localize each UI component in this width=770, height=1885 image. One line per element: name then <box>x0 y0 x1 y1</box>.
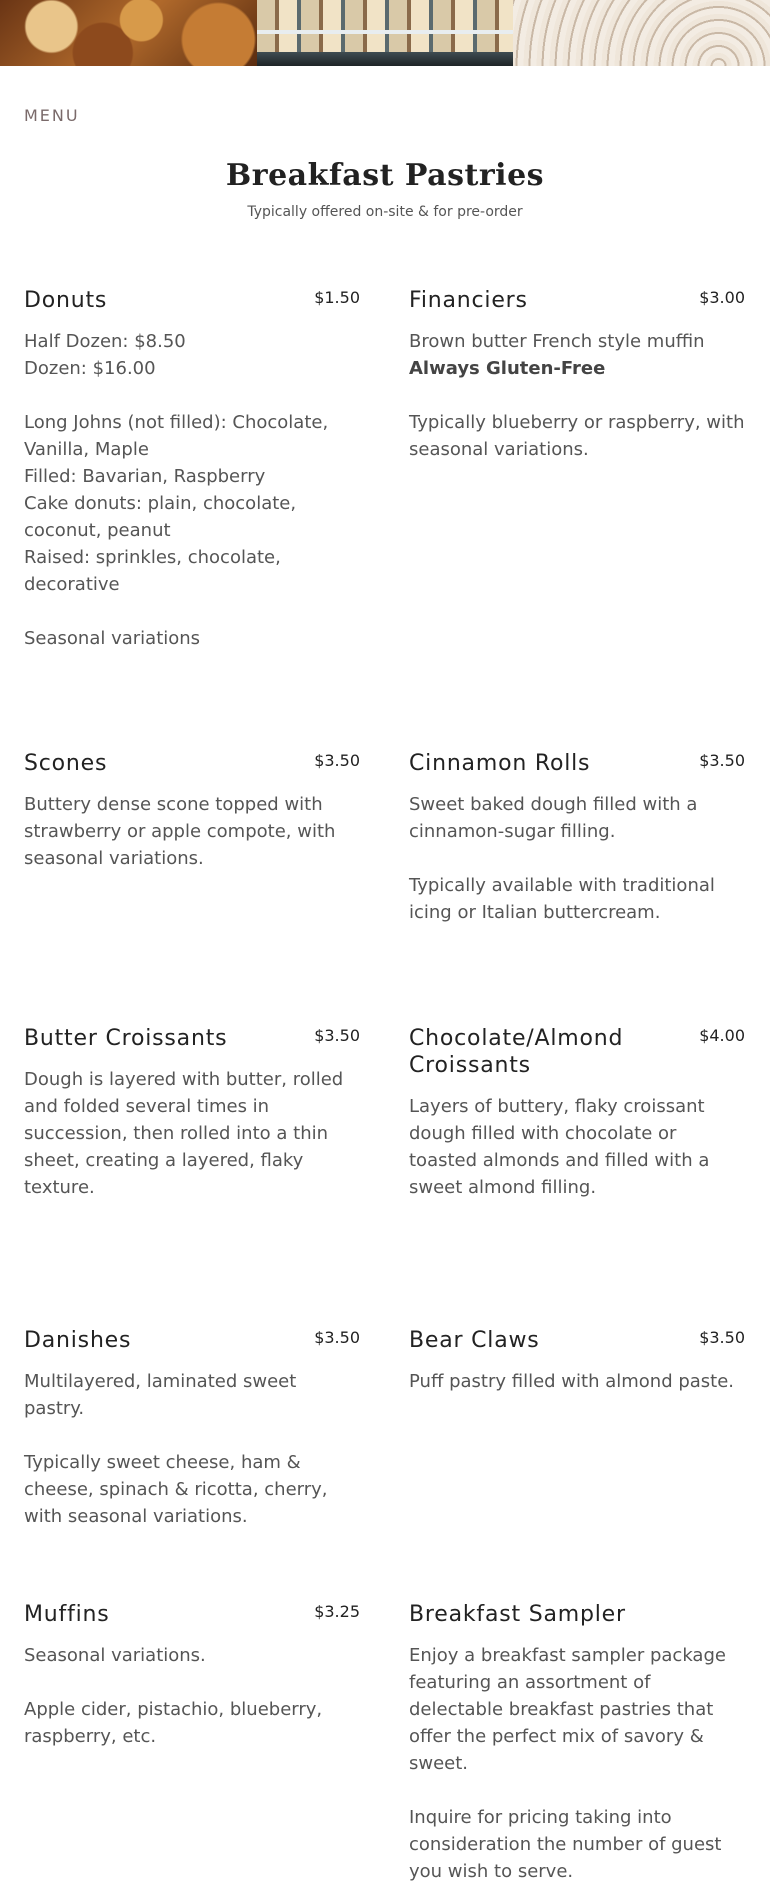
item-description <box>24 1642 360 1750</box>
item-price: $3.50 <box>314 751 360 770</box>
item-name: Scones <box>24 751 108 776</box>
menu-item-muffins <box>24 1601 360 1750</box>
gluten-free-note: Always Gluten-Free <box>409 358 606 379</box>
desc-line: Seasonal variations <box>24 628 201 649</box>
menu-item-cinnamon-rolls <box>409 750 745 926</box>
desc-line: Long Johns (not filled): Chocolate, Vanilla, Maple <box>24 412 329 460</box>
desc-line: Typically blueberry or raspberry, with seasonal variations. <box>409 412 745 460</box>
item-description <box>409 1368 745 1395</box>
menu-item-bear-claws <box>409 1327 745 1395</box>
item-description <box>409 791 745 926</box>
item-name: Financiers <box>409 288 528 313</box>
item-description <box>24 791 360 872</box>
item-name: Cinnamon Rolls <box>409 751 591 776</box>
desc-line: Dough is layered with butter, rolled and folded several times in succession, then rolled into a thin sheet, creating a layered, flaky texture. <box>24 1069 344 1198</box>
desc-line: Sweet baked dough filled with a cinnamon-sugar filling. <box>409 794 698 842</box>
desc-line: Puff pastry filled with almond paste. <box>409 1371 735 1392</box>
hero-image-frosting <box>513 0 770 66</box>
item-price: $3.50 <box>699 1328 745 1347</box>
desc-line: Buttery dense scone topped with strawberry or apple compote, with seasonal variations. <box>24 794 336 869</box>
item-description <box>409 1642 745 1885</box>
desc-line: Brown butter French style muffin <box>409 331 705 352</box>
desc-line: Half Dozen: $8.50 <box>24 331 186 352</box>
menu-item-financiers <box>409 287 745 463</box>
desc-line: Multilayered, laminated sweet pastry. <box>24 1371 297 1419</box>
item-name: Muffins <box>24 1602 110 1627</box>
menu-item-butter-croissants <box>24 1025 360 1201</box>
desc-line: Raised: sprinkles, chocolate, decorative <box>24 547 281 595</box>
desc-line: Layers of buttery, flaky croissant dough filled with chocolate or toasted almonds and filled with a sweet almond filling. <box>409 1096 710 1198</box>
desc-line: Seasonal variations. <box>24 1645 206 1666</box>
desc-line: Dozen: $16.00 <box>24 358 156 379</box>
item-price: $3.00 <box>699 288 745 307</box>
desc-line: Apple cider, pistachio, blueberry, raspberry, etc. <box>24 1699 323 1747</box>
item-description <box>24 1066 360 1201</box>
item-price: $4.00 <box>699 1026 745 1045</box>
item-price: $3.50 <box>314 1026 360 1045</box>
desc-line: Enjoy a breakfast sampler package featuring an assortment of delectable breakfast pastries that offer the perfect mix of savory & sweet. <box>409 1645 726 1774</box>
page-title: Breakfast Pastries <box>225 158 545 193</box>
item-name: Butter Croissants <box>24 1026 228 1051</box>
item-name: Breakfast Sampler <box>409 1602 626 1627</box>
hero-image-strip <box>0 0 770 66</box>
hero-image-pastries <box>0 0 257 66</box>
section-label: MENU <box>24 106 80 125</box>
menu-item-scones <box>24 750 360 872</box>
hero-image-display-case <box>257 0 513 66</box>
menu-item-breakfast-sampler <box>409 1601 745 1885</box>
item-description <box>24 328 360 652</box>
desc-line: Filled: Bavarian, Raspberry <box>24 466 266 487</box>
item-name: Donuts <box>24 288 108 313</box>
desc-line: Cake donuts: plain, chocolate, coconut, peanut <box>24 493 297 541</box>
item-description <box>24 1368 360 1530</box>
menu-item-danishes <box>24 1327 360 1530</box>
item-price: $3.50 <box>314 1328 360 1347</box>
menu-item-chocolate-almond-croissants <box>409 1025 745 1201</box>
page-subtitle: Typically offered on-site & for pre-order <box>247 204 523 220</box>
item-price: $3.50 <box>699 751 745 770</box>
item-price: $1.50 <box>314 288 360 307</box>
desc-line: Typically sweet cheese, ham & cheese, spinach & ricotta, cherry, with seasonal variations. <box>24 1452 328 1527</box>
item-name: Bear Claws <box>409 1328 540 1353</box>
item-price: $3.25 <box>314 1602 360 1621</box>
menu-item-donuts <box>24 287 360 652</box>
desc-line: Inquire for pricing taking into consideration the number of guest you wish to serve. <box>409 1807 722 1882</box>
item-description <box>409 1093 745 1201</box>
item-name: Chocolate/Almond Croissants <box>409 1026 624 1078</box>
item-description <box>409 328 745 463</box>
desc-line: Typically available with traditional icing or Italian buttercream. <box>409 875 715 923</box>
item-name: Danishes <box>24 1328 132 1353</box>
